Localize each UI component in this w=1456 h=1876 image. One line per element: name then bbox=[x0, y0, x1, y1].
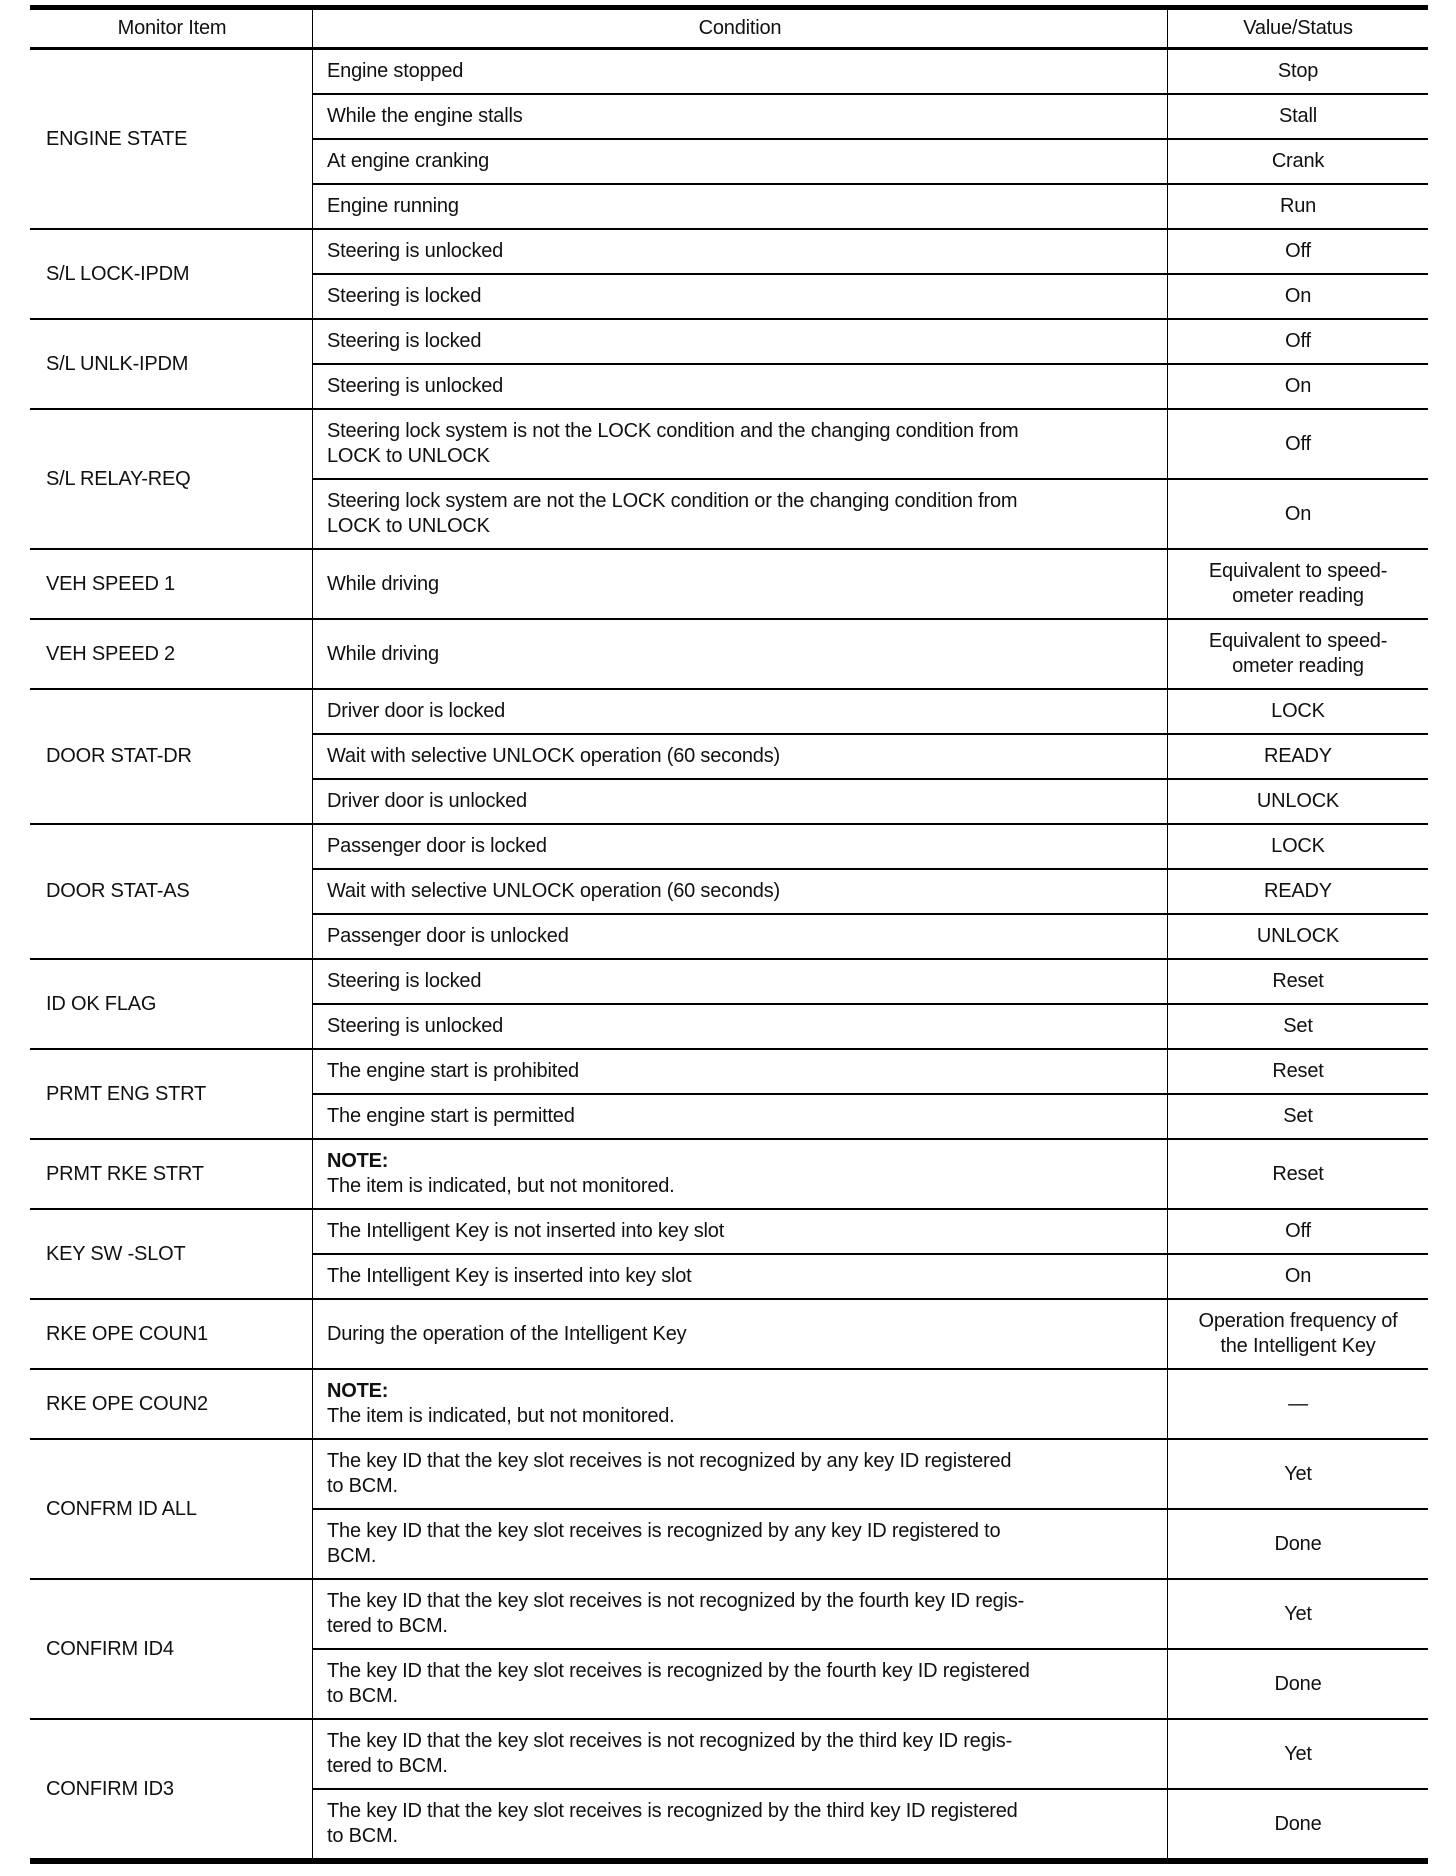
condition-text: Steering is locked bbox=[327, 970, 482, 992]
monitor-item-cell: RKE OPE COUN2 bbox=[30, 1369, 313, 1439]
value-status-cell: READY bbox=[1264, 745, 1332, 767]
condition-cell bbox=[313, 869, 1168, 914]
table-row bbox=[30, 1369, 1428, 1439]
condition-cell bbox=[313, 364, 1168, 409]
table-header-row bbox=[30, 8, 1428, 49]
condition-text: Passenger door is unlocked bbox=[327, 925, 569, 947]
monitor-item-cell: KEY SW -SLOT bbox=[30, 1209, 313, 1299]
condition-cell bbox=[313, 1789, 1168, 1861]
value-status-cell: Reset bbox=[1272, 970, 1324, 992]
condition-text: Passenger door is locked bbox=[327, 835, 547, 857]
condition-text: While driving bbox=[327, 642, 439, 665]
value-status-cell: On bbox=[1284, 375, 1312, 397]
condition-cell bbox=[313, 549, 1168, 619]
note-label: NOTE: bbox=[327, 1150, 389, 1172]
condition-text: Driver door is locked bbox=[327, 700, 506, 722]
monitor-item-cell: ID OK FLAG bbox=[30, 959, 313, 1049]
note-label: NOTE: bbox=[327, 1380, 389, 1402]
value-status-cell: Run bbox=[1279, 195, 1317, 217]
value-status-cell: On bbox=[1284, 1265, 1312, 1287]
value-status-cell: LOCK bbox=[1271, 700, 1325, 722]
table-body bbox=[30, 49, 1428, 1862]
condition-text: Steering is unlocked bbox=[327, 1015, 504, 1037]
condition-text: While the engine stalls bbox=[327, 105, 523, 127]
condition-cell bbox=[313, 319, 1168, 364]
monitor-item-cell: DOOR STAT-AS bbox=[30, 824, 313, 959]
monitor-item-cell: S/L LOCK-IPDM bbox=[30, 229, 313, 319]
condition-text: While driving bbox=[327, 572, 439, 595]
condition-cell bbox=[313, 1254, 1168, 1299]
monitor-item-cell: CONFIRM ID4 bbox=[30, 1579, 313, 1719]
table-row bbox=[30, 1719, 1428, 1789]
monitor-item-cell: RKE OPE COUN1 bbox=[30, 1299, 313, 1369]
table-row bbox=[30, 619, 1428, 689]
value-status-cell: Yet bbox=[1284, 1602, 1312, 1625]
condition-cell bbox=[313, 1004, 1168, 1049]
value-status-cell: Done bbox=[1274, 1532, 1322, 1555]
table-row bbox=[30, 1579, 1428, 1649]
value-status-cell: Yet bbox=[1284, 1742, 1312, 1765]
value-status-cell: Crank bbox=[1271, 150, 1325, 172]
condition-text: The key ID that the key slot receives is recognized by any key ID registered to BCM. bbox=[327, 1520, 1001, 1567]
value-status-cell: Reset bbox=[1272, 1162, 1324, 1185]
table-row bbox=[30, 689, 1428, 734]
monitor-item-cell: CONFRM ID ALL bbox=[30, 1439, 313, 1579]
monitor-item-cell: VEH SPEED 2 bbox=[30, 619, 313, 689]
condition-cell bbox=[313, 479, 1168, 549]
condition-text: At engine cranking bbox=[327, 150, 490, 172]
condition-cell bbox=[313, 959, 1168, 1004]
condition-cell bbox=[313, 274, 1168, 319]
condition-text: The key ID that the key slot receives is not recognized by any key ID registered to BCM. bbox=[327, 1450, 1012, 1497]
condition-cell bbox=[313, 94, 1168, 139]
condition-cell bbox=[313, 1719, 1168, 1789]
condition-cell bbox=[313, 1049, 1168, 1094]
condition-cell bbox=[313, 49, 1168, 95]
condition-cell bbox=[313, 1209, 1168, 1254]
condition-cell bbox=[313, 689, 1168, 734]
table-row bbox=[30, 549, 1428, 619]
condition-text: Driver door is unlocked bbox=[327, 790, 527, 812]
condition-text: The engine start is prohibited bbox=[327, 1060, 579, 1082]
monitor-item-cell: PRMT ENG STRT bbox=[30, 1049, 313, 1139]
value-status-cell: Off bbox=[1285, 432, 1311, 455]
condition-text: The item is indicated, but not monitored. bbox=[327, 1175, 675, 1197]
value-status-cell: LOCK bbox=[1271, 835, 1325, 857]
condition-text: Steering lock system is not the LOCK condition and the changing condition from LOCK to UNLOCK bbox=[327, 420, 1019, 467]
condition-cell bbox=[313, 139, 1168, 184]
value-status-cell: On bbox=[1284, 502, 1312, 525]
condition-text: Steering is unlocked bbox=[327, 240, 504, 262]
value-status-cell: Stop bbox=[1277, 60, 1319, 82]
condition-text: Steering is locked bbox=[327, 285, 482, 307]
value-status-cell: Set bbox=[1283, 1105, 1313, 1127]
value-status-cell: Done bbox=[1274, 1812, 1322, 1835]
condition-text: Steering is unlocked bbox=[327, 375, 504, 397]
condition-cell bbox=[313, 1509, 1168, 1579]
value-status-cell: Done bbox=[1274, 1672, 1322, 1695]
value-status-cell: On bbox=[1284, 285, 1312, 307]
condition-cell bbox=[313, 1439, 1168, 1509]
condition-cell bbox=[313, 824, 1168, 869]
condition-text: Steering lock system are not the LOCK condition or the changing condition from LOCK to UNLOCK bbox=[327, 490, 1018, 537]
condition-cell bbox=[313, 779, 1168, 824]
condition-cell bbox=[313, 1649, 1168, 1719]
condition-cell bbox=[313, 619, 1168, 689]
value-status-cell: Off bbox=[1285, 330, 1311, 352]
header-condition: Condition bbox=[313, 8, 1168, 49]
condition-text: The key ID that the key slot receives is recognized by the third key ID registered to BCM. bbox=[327, 1800, 1018, 1847]
monitor-item-cell: DOOR STAT-DR bbox=[30, 689, 313, 824]
value-status-cell: Reset bbox=[1272, 1060, 1324, 1082]
monitor-item-cell: VEH SPEED 1 bbox=[30, 549, 313, 619]
table-row bbox=[30, 1049, 1428, 1094]
value-status-cell: Equivalent to speed- ometer reading bbox=[1208, 630, 1388, 677]
condition-text: The Intelligent Key is inserted into key slot bbox=[327, 1265, 692, 1287]
condition-cell bbox=[313, 914, 1168, 959]
condition-text: The key ID that the key slot receives is recognized by the fourth key ID registered to BCM. bbox=[327, 1660, 1030, 1707]
condition-text: Engine running bbox=[327, 195, 459, 217]
value-status-cell: UNLOCK bbox=[1256, 790, 1340, 812]
monitor-item-cell: CONFIRM ID3 bbox=[30, 1719, 313, 1861]
condition-text: During the operation of the Intelligent Key bbox=[327, 1322, 687, 1345]
condition-text: The key ID that the key slot receives is not recognized by the third key ID regis- tered to BCM. bbox=[327, 1730, 1013, 1777]
table-row bbox=[30, 229, 1428, 274]
condition-text: Engine stopped bbox=[327, 60, 464, 82]
table-row bbox=[30, 959, 1428, 1004]
condition-text: The engine start is permitted bbox=[327, 1105, 575, 1127]
monitor-item-cell: S/L RELAY-REQ bbox=[30, 409, 313, 549]
condition-cell bbox=[313, 1369, 1168, 1439]
table-row bbox=[30, 1209, 1428, 1254]
table-row bbox=[30, 49, 1428, 95]
value-status-cell: Operation frequency of the Intelligent Key bbox=[1198, 1310, 1398, 1357]
value-status-cell: Off bbox=[1285, 240, 1311, 262]
condition-text: Wait with selective UNLOCK operation (60 seconds) bbox=[327, 880, 780, 902]
value-status-cell: Stall bbox=[1279, 105, 1317, 127]
condition-cell bbox=[313, 229, 1168, 274]
table-row bbox=[30, 824, 1428, 869]
monitor-item-cell: PRMT RKE STRT bbox=[30, 1139, 313, 1209]
condition-cell bbox=[313, 184, 1168, 229]
condition-text: The Intelligent Key is not inserted into key slot bbox=[327, 1220, 725, 1242]
value-status-cell: Set bbox=[1283, 1015, 1313, 1037]
value-status-cell: Off bbox=[1285, 1220, 1311, 1242]
header-monitor-item: Monitor Item bbox=[117, 17, 227, 39]
monitor-item-cell: ENGINE STATE bbox=[30, 49, 313, 230]
monitor-item-cell: S/L UNLK-IPDM bbox=[30, 319, 313, 409]
condition-text: Steering is locked bbox=[327, 330, 482, 352]
value-status-cell: Equivalent to speed- ometer reading bbox=[1208, 560, 1388, 607]
value-status-cell: — bbox=[1288, 1392, 1308, 1415]
condition-text: The key ID that the key slot receives is not recognized by the fourth key ID regis- tered to BCM. bbox=[327, 1590, 1025, 1637]
condition-text: Wait with selective UNLOCK operation (60 seconds) bbox=[327, 745, 780, 767]
header-value-status: Value/Status bbox=[1243, 17, 1353, 39]
condition-cell bbox=[313, 1139, 1168, 1209]
condition-cell bbox=[313, 409, 1168, 479]
table-row bbox=[30, 319, 1428, 364]
table-row bbox=[30, 1439, 1428, 1509]
value-status-cell: Yet bbox=[1284, 1462, 1312, 1485]
condition-text: The item is indicated, but not monitored. bbox=[327, 1405, 675, 1427]
condition-cell bbox=[313, 1299, 1168, 1369]
table-row bbox=[30, 1139, 1428, 1209]
value-status-cell: READY bbox=[1264, 880, 1332, 902]
value-status-cell: UNLOCK bbox=[1256, 925, 1340, 947]
condition-cell bbox=[313, 1579, 1168, 1649]
condition-cell bbox=[313, 1094, 1168, 1139]
table-row bbox=[30, 1299, 1428, 1369]
monitor-item-table bbox=[30, 5, 1428, 1864]
table-row bbox=[30, 409, 1428, 479]
condition-cell bbox=[313, 734, 1168, 779]
